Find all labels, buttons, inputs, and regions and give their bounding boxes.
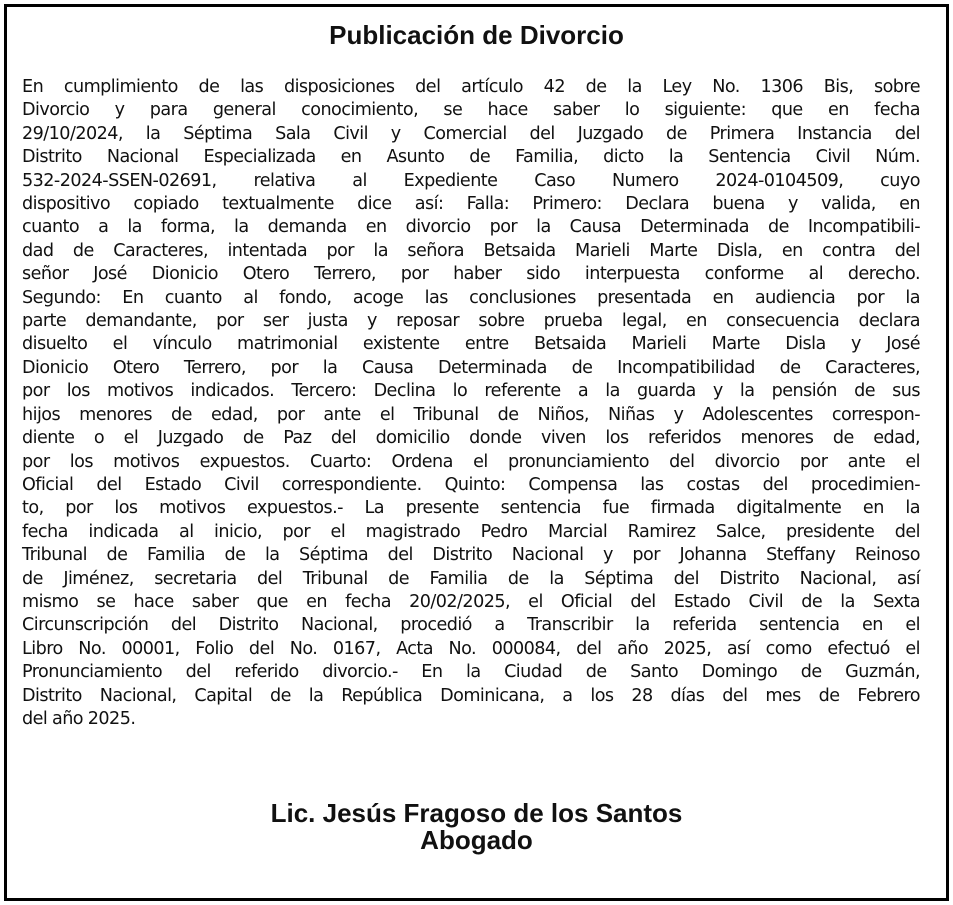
body-line: to, por los motivos expuestos.- La presente sentencia fue firmada digitalmente en la xyxy=(22,498,920,519)
body-line: diente o el Juzgado de Paz del domicilio donde viven los referidos menores de edad, xyxy=(22,428,920,449)
body-line: dispositivo copiado textualmente dice así: Falla: Primero: Declara buena y valida, en xyxy=(22,194,920,215)
body-line: del año 2025. xyxy=(22,708,136,729)
body-line: Libro No. 00001, Folio del No. 0167, Acta No. 000084, del año 2025, así como efectuó el xyxy=(22,638,920,659)
body-line: por los motivos indicados. Tercero: Declina lo referente a la guarda y la pensión de sus xyxy=(22,381,920,402)
body-line: por los motivos expuestos. Cuarto: Ordena el pronunciamiento del divorcio por ante el xyxy=(22,451,920,472)
body-line: cuanto a la forma, la demanda en divorcio por la Causa Determinada de Incompatibili- xyxy=(22,217,920,238)
body-line: Pronunciamiento del referido divorcio.- En la Ciudad de Santo Domingo de Guzmán, xyxy=(22,662,920,683)
body-line: 29/10/2024, la Séptima Sala Civil y Comercial del Juzgado de Primera Instancia del xyxy=(22,123,920,144)
body-line: parte demandante, por ser justa y reposar sobre prueba legal, en consecuencia declara xyxy=(22,311,920,332)
signer-name: Lic. Jesús Fragoso de los Santos xyxy=(270,798,683,828)
body-line: 532-2024-SSEN-02691, relativa al Expediente Caso Numero 2024-0104509, cuyo xyxy=(22,170,920,191)
signature-block xyxy=(0,800,953,854)
signer-role: Abogado xyxy=(420,825,533,855)
body-line: mismo se hace saber que en fecha 20/02/2025, el Oficial del Estado Civil de la Sexta xyxy=(22,591,920,612)
notice-title: Publicación de Divorcio xyxy=(329,20,624,50)
body-line: Divorcio y para general conocimiento, se hace saber lo siguiente: que en fecha xyxy=(22,100,920,121)
body-line: Distrito Nacional Especializada en Asunto de Familia, dicto la Sentencia Civil Núm. xyxy=(22,147,920,168)
body-line: Tribunal de Familia de la Séptima del Distrito Nacional y por Johanna Steffany Reinoso xyxy=(22,545,920,566)
body-line: Circunscripción del Distrito Nacional, procedió a Transcribir la referida sentencia en el xyxy=(22,615,920,636)
body-line: Dionicio Otero Terrero, por la Causa Determinada de Incompatibilidad de Caracteres, xyxy=(22,357,920,378)
body-line: Oficial del Estado Civil correspondiente. Quinto: Compensa las costas del procedimien- xyxy=(22,474,920,495)
body-line: hijos menores de edad, por ante el Tribunal de Niños, Niñas y Adolescentes correspon- xyxy=(22,404,920,425)
body-line: En cumplimiento de las disposiciones del artículo 42 de la Ley No. 1306 Bis, sobre xyxy=(22,77,920,97)
body-line: Segundo: En cuanto al fondo, acoge las conclusiones presentada en audiencia por la xyxy=(22,287,920,308)
body-line: Distrito Nacional, Capital de la República Dominicana, a los 28 días del mes de Febrero xyxy=(22,685,920,706)
body-line: dad de Caracteres, intentada por la señora Betsaida Marieli Marte Disla, en contra del xyxy=(22,240,920,261)
body-line: señor José Dionicio Otero Terrero, por haber sido interpuesta conforme al derecho. xyxy=(22,264,920,285)
notice-body xyxy=(22,76,920,731)
body-line: de Jiménez, secretaria del Tribunal de Familia de la Séptima del Distrito Nacional, así xyxy=(22,568,920,589)
body-line: disuelto el vínculo matrimonial existente entre Betsaida Marieli Marte Disla y José xyxy=(22,334,920,355)
body-line: fecha indicada al inicio, por el magistrado Pedro Marcial Ramirez Salce, presidente del xyxy=(22,521,920,542)
